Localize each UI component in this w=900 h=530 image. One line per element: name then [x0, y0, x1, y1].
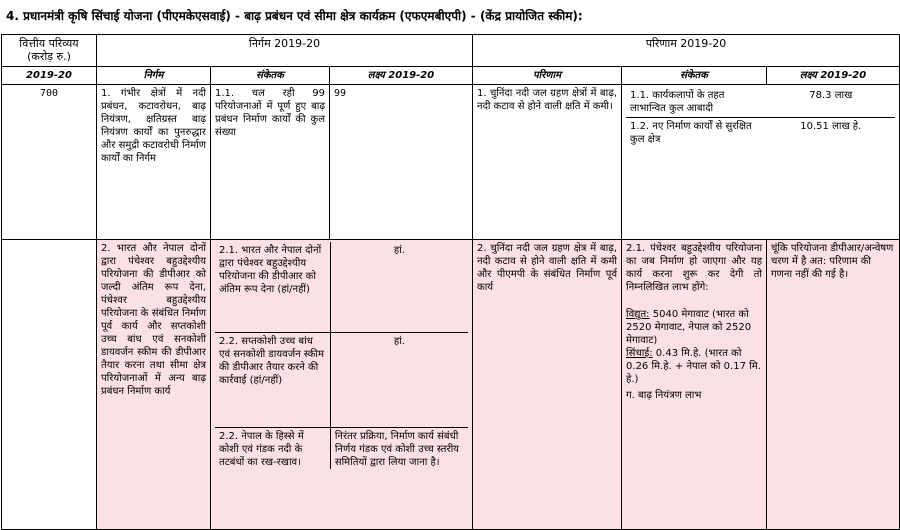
power-text: 5040 मेगावाट (भारत को 2520 मेगावाट, नेपाल को 2520 मेगावाट) [626, 309, 752, 346]
target-2-1: हां. [393, 245, 405, 256]
subheader-outcome: परिणाम [473, 67, 622, 85]
outcome-budget-table [1, 34, 900, 530]
target-2-2: हां. [330, 332, 468, 427]
list-item [215, 427, 468, 469]
outcome-1: 1. चुनिंदा नदी जल ग्रहण क्षेत्रों में बाढ़, नदी कटाव से होने वाली क्षति में कमी। [473, 85, 622, 240]
indicator2-2-1 [622, 240, 767, 530]
indicator2-2-1-intro: 2.1. पंचेश्वर बहुउद्देश्यीय परियोजना का जब निर्माण हो जाएगा और यह कार्य करना शुरू कर देगी तो निम्नलिखित लाभ होंगे: [626, 243, 763, 293]
irrigation-benefit [626, 347, 762, 386]
list-item [215, 242, 468, 332]
outcome-indicator-list [626, 87, 895, 146]
outlay-value: 700 [2, 85, 97, 240]
target2-1-1: 78.3 लाख [809, 90, 853, 101]
outlay-empty [2, 240, 97, 530]
target-1-1: 99 [330, 85, 473, 240]
indicator2-1-1: 1.1. कार्यकलापों के तहत लाभान्वित कुल आबादी [630, 90, 725, 114]
header-outputs: निर्गम 2019-20 [97, 35, 473, 67]
indicator-2-1: 2.1. भारत और नेपाल दोनों द्वारा पंचेश्वर बहुउद्देश्यीय परियोजना की डीपीआर को अंतिम रूप देना (हां/नहीं) [215, 242, 330, 332]
power-benefit [626, 308, 762, 347]
subheader-indicator: संकेतक [211, 67, 330, 85]
irrigation-text: 0.43 मि.हे. (भारत को 0.26 मि.हे. + नेपाल को 0.17 मि. हे.) [626, 348, 761, 385]
flood-benefit: ग. बाढ़ नियंत्रण लाभ [626, 390, 702, 401]
subheader-target: लक्ष्य 2019-20 [330, 67, 473, 85]
subheader-output: निर्गम [97, 67, 211, 85]
output-indicator-list [215, 242, 468, 469]
target2-1-2: 10.51 लाख हे. [767, 117, 895, 146]
outcome-indicators-1 [622, 85, 900, 240]
output-2: 2. भारत और नेपाल दोनों द्वारा पंचेश्वर बहुउद्देश्यीय परियोजना की डीपीआर को जल्दी अंतिम रूप देना, पंचेश्वर बहुउद्देश्यीय परियोजना के संबंधित निर्माण पूर्व कार्य और सप्तकोशी उच्च बांध एवं सनकोशी डायवर्जन स्कीम की डीपीआर तैयार करना तथा सीमा क्षेत्र परियोजनाओं में अन्य बाढ़ प्रबंधन निर्माण कार्य [97, 240, 211, 530]
indicator-2-2: 2.2. सप्तकोशी उच्च बांध एवं सनकोशी डायवर्जन स्कीम की डीपीआर तैयार करने की कार्रवाई (हां/नहीं) [215, 332, 330, 427]
list-item [626, 117, 895, 146]
indicator-2-3: 2.2. नेपाल के हिस्से में कोशी एवं गंडक नदी के तटबंधों का रख-रखाव। [215, 427, 330, 469]
header-outcomes: परिणाम 2019-20 [473, 35, 900, 67]
header-outlay: वित्तीय परिव्यय (करोड़ रु.) [2, 35, 97, 67]
list-item [626, 87, 895, 117]
output-1: 1. गंभीर क्षेत्रों में नदी प्रबंधन, कटावरोधन, बाढ़ नियंत्रण, क्षतिग्रस्त बाढ़ नियंत्रण कार्यों का पुनरुद्धार और समुद्री कटावरोधी निर्माण कार्यों का निर्गम [97, 85, 211, 240]
table-row [2, 240, 900, 530]
subheader-target2: लक्ष्य 2019-20 [767, 67, 900, 85]
indicator2-1-2: 1.2. नए निर्माण कार्यों से सुरक्षित कुल क्षेत्र [626, 117, 767, 146]
page-title: 4. प्रधानमंत्री कृषि सिंचाई योजना (पीएमकेएसवाई) - बाढ़ प्रबंधन एवं सीमा क्षेत्र कार्यक्रम (एफएमबीएपी) - (केंद्र प्रायोजित स्कीम): [6, 9, 583, 23]
subheader-year: 2019-20 [2, 67, 97, 85]
table-row [2, 85, 900, 240]
outcome-2: 2. चुनिंदा नदी जल ग्रहण क्षेत्र में बाढ़, नदी कटाव से होने वाली क्षति में कमी और पीएमपी के संबंधित निर्माण पूर्व कार्य [473, 240, 622, 530]
subheader-indicator2: संकेतक [622, 67, 767, 85]
irrigation-label: सिंचाई: [626, 348, 653, 359]
indicator-1-1: 1.1. चल रही 99 परियोजनाओं में पूर्ण हुए बाढ़ प्रबंधन निर्माण कार्यों की कुल संख्या [211, 85, 330, 240]
target2-2-1: चूंकि परियोजना डीपीआर/अन्वेषण चरण में है अत: परिणाम की गणना नहीं की गई है। [767, 240, 900, 530]
power-label: विद्युत: [626, 309, 650, 320]
list-item [215, 332, 468, 427]
output-indicators-2 [211, 240, 473, 530]
target-2-3: निरंतर प्रक्रिया, निर्माण कार्य संबंधी निर्णय गंडक एवं कोशी उच्च स्तरीय समितियों द्वारा लिया जाना है। [330, 427, 468, 469]
